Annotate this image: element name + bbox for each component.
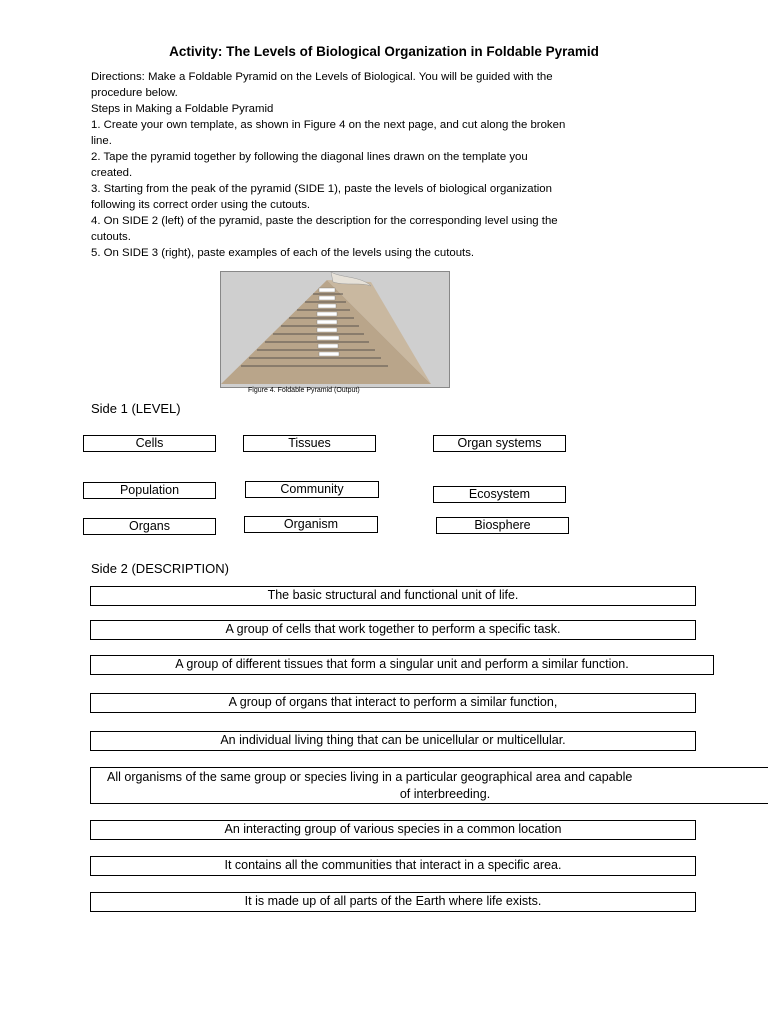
side2-label: Side 2 (DESCRIPTION) — [91, 561, 229, 576]
directions-line: procedure below. — [91, 87, 178, 99]
description-cutout: A group of different tissues that form a singular unit and perform a similar function. — [90, 655, 714, 675]
level-cutout-organ-systems: Organ systems — [433, 435, 566, 452]
description-line: All organisms of the same group or species living in a particular geographical area and capable — [107, 770, 633, 784]
description-cutout: An interacting group of various species in a common location — [90, 820, 696, 840]
description-cutout-population — [90, 767, 768, 804]
level-cutout-population: Population — [83, 482, 216, 499]
step-line: cutouts. — [91, 231, 131, 243]
step-line: 3. Starting from the peak of the pyramid (SIDE 1), paste the levels of biological organization — [91, 183, 552, 195]
description-line: of interbreeding. — [399, 787, 491, 801]
step-line: created. — [91, 167, 133, 179]
pyramid-illustration — [221, 272, 449, 387]
step-line: 5. On SIDE 3 (right), paste examples of each of the levels using the cutouts. — [91, 247, 475, 259]
side1-label: Side 1 (LEVEL) — [91, 401, 181, 416]
level-cutout-cells: Cells — [83, 435, 216, 452]
foldable-pyramid-photo — [220, 271, 450, 388]
description-cutout: A group of cells that work together to perform a specific task. — [90, 620, 696, 640]
steps-heading: Steps in Making a Foldable Pyramid — [91, 103, 274, 115]
level-cutout-organs: Organs — [83, 518, 216, 535]
description-cutout: An individual living thing that can be unicellular or multicellular. — [90, 731, 696, 751]
directions-text — [91, 69, 681, 261]
level-cutout-tissues: Tissues — [243, 435, 376, 452]
step-line: following its correct order using the cutouts. — [91, 199, 311, 211]
step-line: line. — [91, 135, 112, 147]
description-cutout: It is made up of all parts of the Earth where life exists. — [90, 892, 696, 912]
level-cutout-organism: Organism — [244, 516, 378, 533]
level-cutout-biosphere: Biosphere — [436, 517, 569, 534]
description-cutout: It contains all the communities that interact in a specific area. — [90, 856, 696, 876]
description-cutout: The basic structural and functional unit of life. — [90, 586, 696, 606]
level-cutout-community: Community — [245, 481, 379, 498]
directions-line: Directions: Make a Foldable Pyramid on the Levels of Biological. You will be guided with the — [91, 71, 553, 83]
page-title: Activity: The Levels of Biological Organization in Foldable Pyramid — [169, 44, 599, 59]
level-cutout-ecosystem: Ecosystem — [433, 486, 566, 503]
step-line: 2. Tape the pyramid together by following the diagonal lines drawn on the template you — [91, 151, 528, 163]
description-cutout: A group of organs that interact to perform a similar function, — [90, 693, 696, 713]
step-line: 1. Create your own template, as shown in Figure 4 on the next page, and cut along the broken — [91, 119, 566, 131]
step-line: 4. On SIDE 2 (left) of the pyramid, paste the description for the corresponding level using the — [91, 215, 558, 227]
figure-caption: Figure 4. Foldable Pyramid (Output) — [248, 387, 360, 394]
